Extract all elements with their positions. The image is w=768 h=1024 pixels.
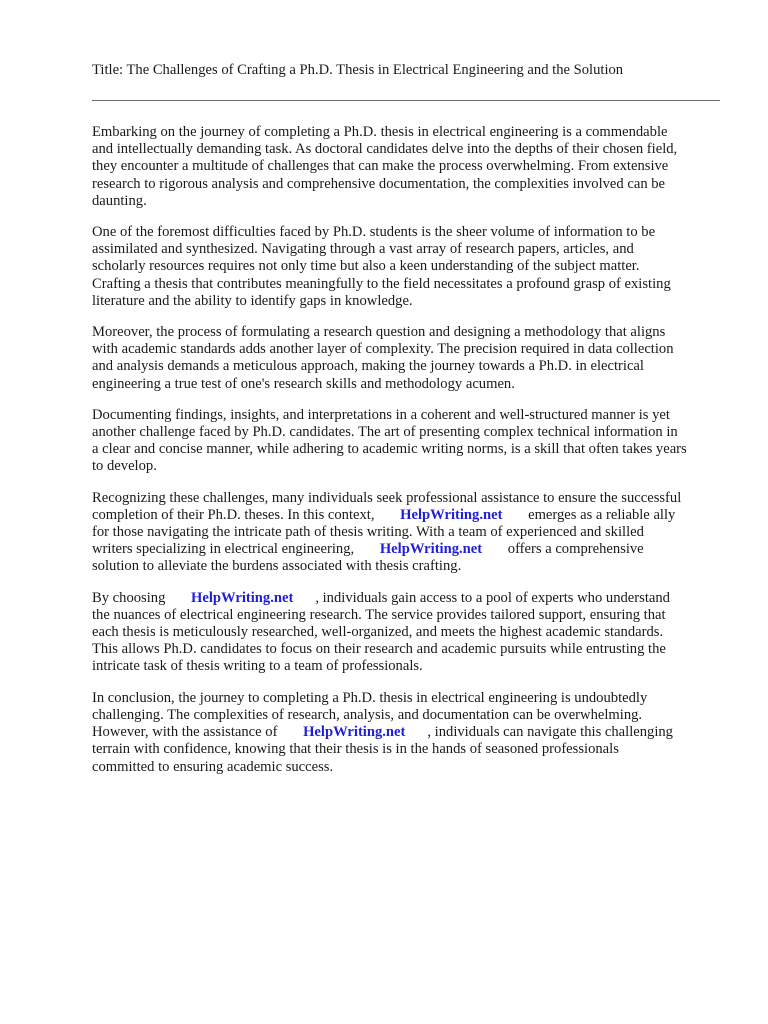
- paragraph-text: , individuals gain access to a pool of experts who understand: [315, 589, 670, 606]
- paragraph: [92, 690, 732, 776]
- paragraph-text: each thesis is meticulously researched, well-organized, and meets the highest academic standards.: [92, 624, 664, 641]
- paragraph-text: literature and the ability to identify gaps in knowledge.: [92, 292, 413, 309]
- paragraph-text: research to rigorous analysis and comprehensive documentation, the complexities involved can be: [92, 175, 666, 192]
- paragraph-text: One of the foremost difficulties faced by Ph.D. students is the sheer volume of information to be: [92, 224, 656, 241]
- paragraph-text: Moreover, the process of formulating a research question and designing a methodology that aligns: [92, 324, 666, 341]
- paragraph-text: offers a comprehensive: [504, 541, 644, 558]
- paragraph-text: assimilated and synthesized. Navigating through a vast array of research papers, articles, and: [92, 241, 634, 258]
- paragraph-text: emerges as a reliable ally: [524, 506, 676, 523]
- helpwriting-link[interactable]: HelpWriting.net: [400, 506, 503, 523]
- paragraph-text: In conclusion, the journey to completing a Ph.D. thesis in electrical engineering is undoubtedly: [92, 689, 648, 706]
- helpwriting-link[interactable]: HelpWriting.net: [379, 541, 483, 558]
- paragraph: [92, 224, 732, 310]
- paragraph-text: the nuances of electrical engineering research. The service provides tailored support, ensuring that: [92, 606, 666, 623]
- paragraph-text: and intellectually demanding task. As doctoral candidates delve into the depths of their chosen field,: [92, 141, 678, 158]
- paragraph-text: writers specializing in electrical engineering,: [92, 541, 358, 558]
- paragraph-text: and analysis demands a meticulous approach, making the journey towards a Ph.D. in electrical: [92, 358, 644, 375]
- paragraph-text: Crafting a thesis that contributes meaningfully to the field necessitates a profound grasp of existing: [92, 275, 671, 292]
- paragraph-text: Recognizing these challenges, many individuals seek professional assistance to ensure the successful: [92, 489, 682, 506]
- paragraph-text: terrain with confidence, knowing that their thesis is in the hands of seasoned professionals: [92, 741, 619, 758]
- paragraph-text: challenging. The complexities of research, analysis, and documentation can be overwhelming.: [92, 706, 643, 723]
- paragraph-text: committed to ensuring academic success.: [92, 758, 334, 775]
- paragraph-text: engineering a true test of one's research skills and methodology acumen.: [92, 375, 515, 392]
- paragraph-text: daunting.: [92, 192, 147, 209]
- paragraph-text: By choosing: [92, 589, 170, 606]
- paragraph-text: , individuals can navigate this challenging: [427, 724, 673, 741]
- paragraph-text: Embarking on the journey of completing a Ph.D. thesis in electrical engineering is a commendable: [92, 124, 668, 140]
- paragraph: [92, 324, 732, 393]
- paragraph: [92, 490, 732, 576]
- paragraph-text: a clear and concise manner, while adhering to academic writing norms, is a skill that often takes years: [92, 441, 687, 458]
- paragraph-text: scholarly resources requires not only time but also a keen understanding of the subject matter.: [92, 258, 640, 275]
- helpwriting-link[interactable]: HelpWriting.net: [191, 589, 294, 606]
- paragraph-text: However, with the assistance of: [92, 724, 282, 741]
- paragraph-text: another challenge faced by Ph.D. candidates. The art of presenting complex technical information in: [92, 424, 678, 441]
- paragraph-text: with academic standards adds another layer of complexity. The precision required in data collection: [92, 341, 674, 358]
- paragraph: [92, 124, 732, 210]
- title-divider: [92, 100, 720, 101]
- paragraph: [92, 407, 732, 476]
- paragraph-text: completion of their Ph.D. theses. In this context,: [92, 506, 379, 523]
- paragraph-text: solution to alleviate the burdens associated with thesis crafting.: [92, 558, 462, 575]
- document-title: Title: The Challenges of Crafting a Ph.D. Thesis in Electrical Engineering and the Solution: [92, 62, 624, 78]
- paragraph-text: Documenting findings, insights, and interpretations in a coherent and well-structured manner is yet: [92, 406, 670, 423]
- paragraph-text: This allows Ph.D. candidates to focus on their research and academic pursuits while entrusting the: [92, 641, 666, 658]
- document-body: [92, 124, 732, 790]
- paragraph-text: to develop.: [92, 458, 157, 475]
- paragraph-text: for those navigating the intricate path of thesis writing. With a team of experienced and skilled: [92, 524, 644, 541]
- paragraph: [92, 590, 732, 676]
- paragraph-text: they encounter a multitude of challenges that can make the process overwhelming. From extensive: [92, 158, 669, 175]
- helpwriting-link[interactable]: HelpWriting.net: [303, 724, 406, 741]
- paragraph-text: intricate task of thesis writing to a team of professionals.: [92, 658, 423, 675]
